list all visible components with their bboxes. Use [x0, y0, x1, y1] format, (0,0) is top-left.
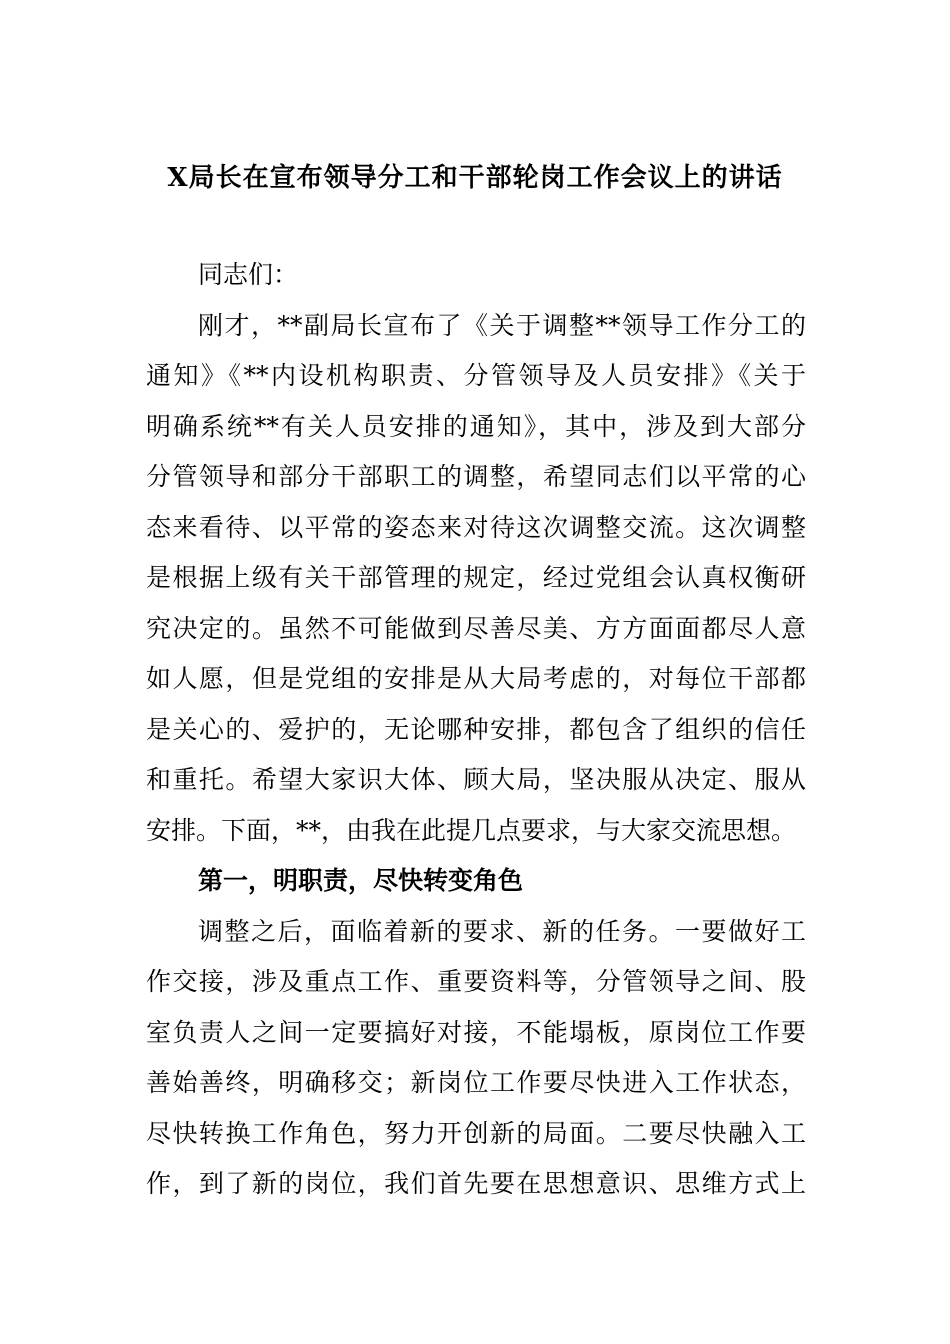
- paragraph-line: 是根据上级有关干部管理的规定，经过党组会认真权衡研: [146, 563, 806, 592]
- document-title: X局长在宣布领导分工和干部轮岗工作会议上的讲话: [167, 163, 783, 193]
- paragraph-line: 明确系统**有关人员安排的通知》，其中，涉及到大部分: [146, 411, 806, 441]
- paragraph-line: 是关心的、爱护的，无论哪种安排，都包含了组织的信任: [146, 714, 806, 744]
- paragraph-line: 调整之后，面临着新的要求、新的任务。一要做好工: [198, 916, 806, 946]
- paragraph-line: 尽快转换工作角色，努力开创新的局面。二要尽快融入工: [146, 1118, 806, 1148]
- paragraph-line: 作，到了新的岗位，我们首先要在思想意识、思维方式上: [146, 1169, 806, 1198]
- paragraph-line: 刚才，**副局长宣布了《关于调整**领导工作分工的: [198, 310, 806, 340]
- paragraph-line: 如人愿，但是党组的安排是从大局考虑的，对每位干部都: [146, 664, 806, 693]
- section-heading: 第一，明职责，尽快转变角色: [198, 866, 524, 895]
- paragraph-line: 究决定的。虽然不可能做到尽善尽美、方方面面都尽人意: [146, 613, 806, 643]
- paragraph-line: 分管领导和部分干部职工的调整，希望同志们以平常的心: [146, 462, 806, 491]
- salutation-line: 同志们：: [198, 260, 299, 289]
- paragraph-line: 和重托。希望大家识大体、顾大局，坚决服从决定、服从: [146, 765, 806, 794]
- paragraph-line: 安排。下面，**，由我在此提几点要求，与大家交流思想。: [146, 815, 797, 845]
- paragraph-line: 室负责人之间一定要搞好对接，不能塌板，原岗位工作要: [146, 1017, 806, 1047]
- document-body: [146, 250, 806, 1210]
- paragraph-line: 通知》《**内设机构职责、分管领导及人员安排》《关于: [146, 361, 806, 390]
- paragraph-line: 作交接，涉及重点工作、重要资料等，分管领导之间、股: [146, 967, 806, 996]
- paragraph-line: 善始善终，明确移交；新岗位工作要尽快进入工作状态，: [146, 1068, 806, 1097]
- paragraph-line: 态来看待、以平常的姿态来对待这次调整交流。这次调整: [146, 512, 806, 542]
